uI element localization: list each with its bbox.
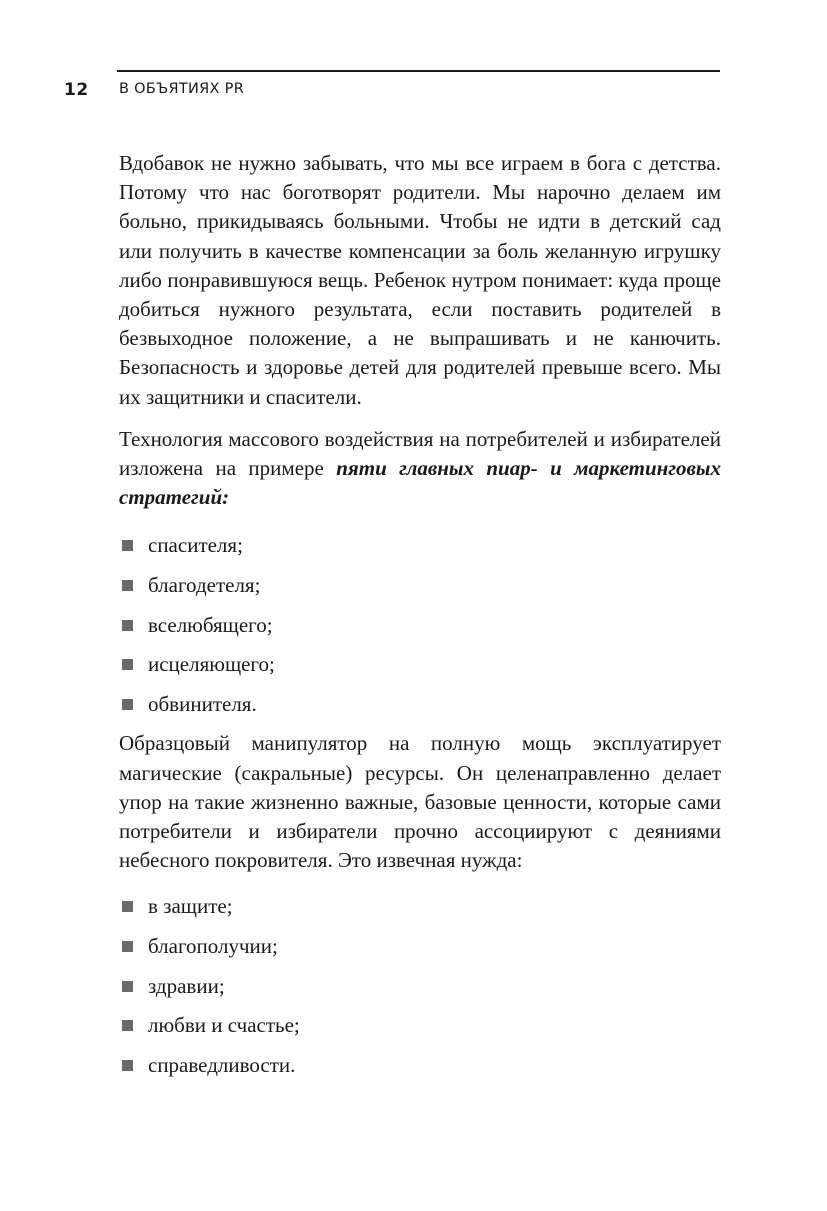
list-item-text: спасителя; (148, 533, 243, 558)
square-bullet-icon (122, 941, 133, 952)
list-item-text: любви и счастье; (148, 1013, 300, 1038)
list-item (119, 571, 721, 600)
needs-list (119, 892, 721, 1080)
list-item-text: благополучии; (148, 933, 278, 958)
square-bullet-icon (122, 901, 133, 912)
page-number: 12 (64, 80, 89, 100)
strategies-list (119, 531, 721, 719)
list-item (119, 611, 721, 640)
square-bullet-icon (122, 1060, 133, 1071)
paragraph-2 (119, 425, 721, 513)
list-item (119, 531, 721, 560)
header-rule (117, 70, 720, 72)
square-bullet-icon (122, 981, 133, 992)
square-bullet-icon (122, 620, 133, 631)
list-item (119, 650, 721, 679)
list-item (119, 892, 721, 921)
square-bullet-icon (122, 699, 133, 710)
square-bullet-icon (122, 580, 133, 591)
list-item (119, 972, 721, 1001)
list-item-text: исцеляющего; (148, 652, 275, 677)
square-bullet-icon (122, 659, 133, 670)
page-body (119, 149, 721, 1090)
page-header (64, 70, 720, 100)
list-item (119, 690, 721, 719)
square-bullet-icon (122, 1020, 133, 1031)
paragraph-2-emphasis: пяти главных пиар- и маркетинговых стратегий: (119, 456, 722, 510)
list-item-text: здравии; (148, 973, 225, 998)
square-bullet-icon (122, 540, 133, 551)
paragraph-3: Образцовый манипулятор на полную мощь эксплуатирует магические (сакральные) ресурсы. Он целенаправленно делает упор на такие жизненно важные, базовые ценности, которые сами потребители и избиратели прочно ассоциируют с деяниями небесного покровителя. Это извечная нужда: (119, 731, 721, 873)
paragraph-1: Вдобавок не нужно забывать, что мы все играем в бога с детства. Потому что нас боготворят родители. Мы нарочно делаем им больно, прикидываясь больными. Чтобы не идти в детский сад или получить в качестве компенсации за боль желанную игрушку либо понравившуюся вещь. Ребенок нутром понимает: куда проще добиться нужного результата, если поставить родителей в безвыходное положение, а не выпрашивать и не канючить. Безопасность и здоровье детей для родителей превыше всего. Мы их защитники и спасители. (119, 151, 721, 409)
list-item-text: в защите; (148, 894, 233, 919)
paragraph-2-text: Технология массового воздействия на потребителей и избирателей изложена на примере (119, 426, 721, 481)
list-item-text: благодетеля; (148, 573, 261, 598)
list-item-text: справедливости. (148, 1052, 296, 1077)
running-title: В ОБЪЯТИЯХ PR (119, 81, 245, 97)
list-item (119, 1051, 721, 1080)
list-item-text: вселюбящего; (148, 612, 273, 637)
list-item (119, 932, 721, 961)
list-item-text: обвинителя. (148, 691, 257, 716)
list-item (119, 1011, 721, 1040)
